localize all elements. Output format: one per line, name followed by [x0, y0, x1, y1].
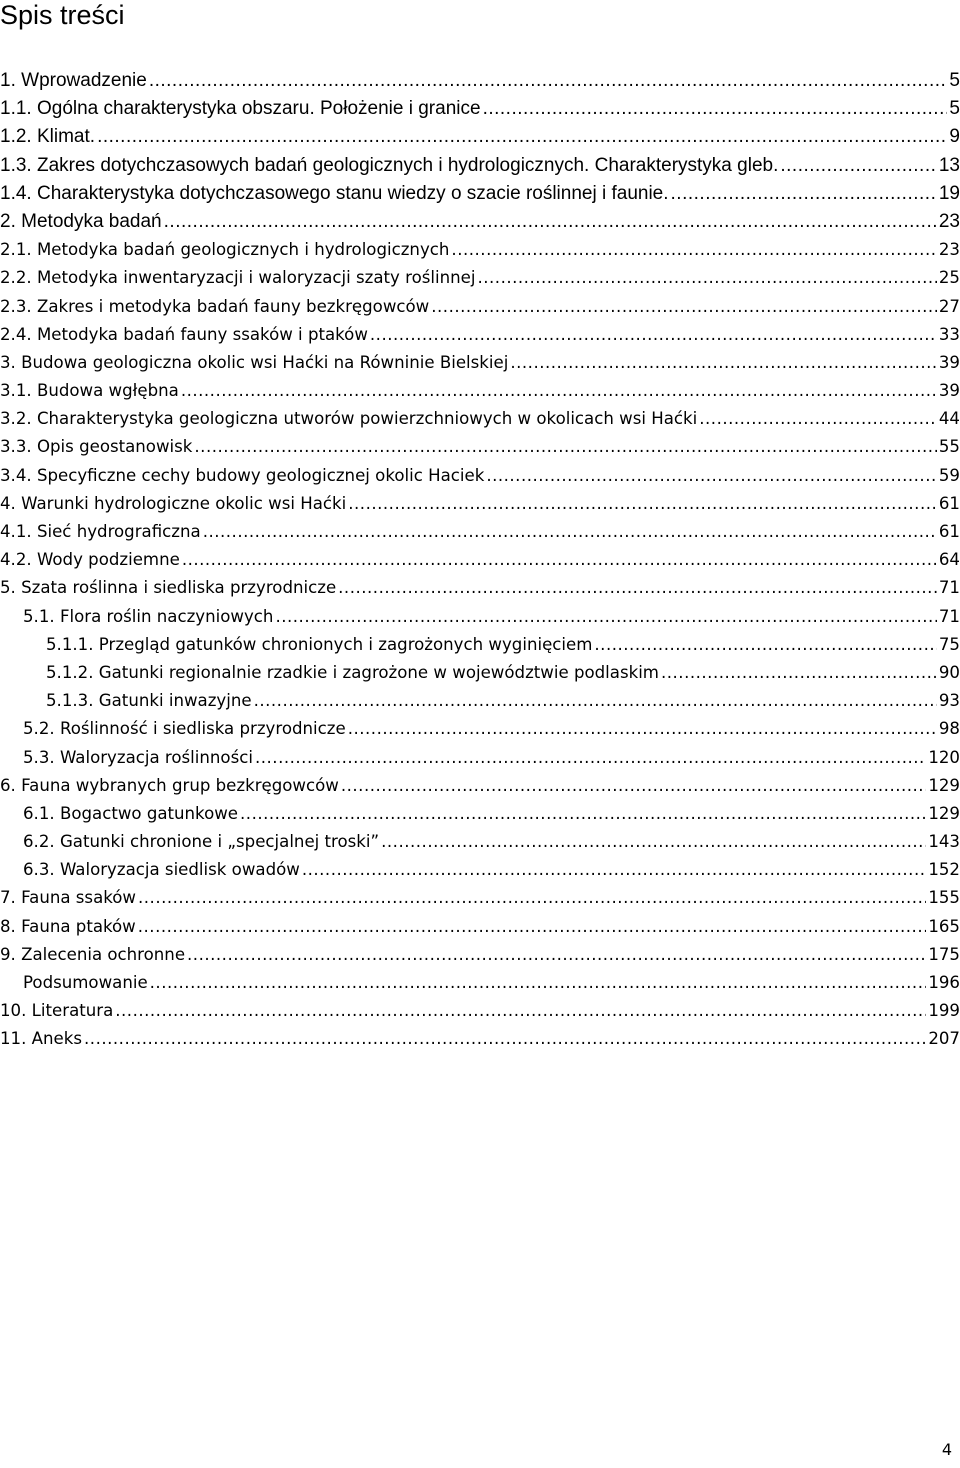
toc-entry-title: Ogólna charakterystyka obszaru. Położenie i granice [36, 98, 481, 120]
toc-entry[interactable] [0, 800, 960, 828]
toc-entry-number: 1.2. [0, 126, 32, 148]
toc-entry[interactable] [0, 884, 960, 912]
toc-entry-page: 129 [928, 775, 960, 795]
toc-entry[interactable] [0, 236, 960, 264]
toc-entry[interactable] [0, 264, 960, 292]
toc-entry-number: 9. [0, 944, 16, 964]
toc-entry[interactable] [0, 772, 960, 800]
toc-entry-number: 7. [0, 888, 16, 908]
toc-leader-dots [483, 95, 948, 123]
toc-leader-dots [181, 377, 937, 405]
toc-leader-dots [486, 462, 937, 490]
toc-leader-dots [431, 293, 937, 321]
toc-entry-title: Zakres i metodyka badań fauny bezkręgowców [36, 296, 430, 316]
toc-entry-number: 5.2. [23, 719, 55, 739]
toc-entry-page: 27 [938, 296, 960, 316]
toc-entry-number: 11. [0, 1029, 27, 1049]
toc-entry-page: 75 [938, 634, 960, 654]
toc-entry[interactable] [0, 969, 960, 997]
toc-entry-title: Gatunki chronione i „specjalnej troski” [59, 832, 380, 852]
toc-leader-dots [477, 264, 936, 292]
toc-entry-page: 71 [938, 606, 960, 626]
toc-entry-number: 4.2. [0, 550, 32, 570]
toc-entry-page: 5 [949, 70, 960, 91]
toc-entry-title: Gatunki inwazyjne [98, 691, 252, 711]
toc-entry[interactable] [0, 433, 960, 461]
toc-entry-number: 4.1. [0, 522, 32, 541]
toc-entry[interactable] [0, 208, 960, 236]
toc-leader-dots [348, 715, 937, 743]
toc-entry-number: 3. [0, 352, 16, 372]
toc-entry-page: 199 [928, 1001, 960, 1021]
toc-entry-page: 39 [938, 352, 960, 372]
toc-leader-dots [671, 180, 937, 208]
toc-leader-dots [203, 518, 937, 546]
toc-entry-title: Wody podziemne [36, 550, 180, 570]
toc-entry[interactable] [0, 744, 960, 772]
toc-entry-title: Bogactwo gatunkowe [59, 803, 239, 823]
toc-entry-number: 1.4. [0, 182, 32, 204]
toc-leader-dots [699, 405, 937, 433]
toc-entry-title: Metodyka badań [21, 210, 162, 232]
toc-entry-title: Fauna ssaków [21, 888, 136, 908]
toc-leader-dots [348, 490, 937, 518]
toc-entry-page: 13 [938, 154, 960, 176]
toc-entry-page: 90 [938, 662, 960, 682]
toc-entry-number: 5. [0, 578, 16, 598]
toc-entry-title: Fauna wybranych grup bezkręgowców [21, 775, 339, 795]
toc-entry-number: 6.2. [23, 832, 55, 852]
toc-entry-title: Wprowadzenie [21, 70, 147, 91]
toc-entry-number: 5.1. [23, 606, 55, 626]
toc-entry-page: 19 [938, 182, 960, 204]
toc-entry[interactable] [0, 603, 960, 631]
toc-entry-number: 3.1. [0, 381, 32, 401]
toc-entry-number: 8. [0, 916, 16, 936]
toc-leader-dots [381, 828, 926, 856]
toc-entry-number: 5.1.2. [46, 662, 94, 682]
toc-leader-dots [149, 67, 948, 95]
toc-entry-title: Specyficzne cechy budowy geologicznej okolic Haciek [36, 465, 485, 485]
toc-entry-page: 98 [938, 719, 960, 739]
toc-entry-title: Charakterystyka dotychczasowego stanu wiedzy o szacie roślinnej i faunie. [36, 182, 669, 204]
toc-entry[interactable] [0, 95, 960, 123]
toc-leader-dots [138, 884, 926, 912]
toc-leader-dots [338, 574, 937, 602]
toc-entry[interactable] [0, 67, 960, 95]
toc-entry-page: 5 [949, 98, 960, 120]
table-of-contents [0, 67, 960, 1054]
toc-entry-title: Waloryzacja roślinności [59, 747, 253, 767]
toc-entry[interactable] [0, 518, 960, 546]
toc-leader-dots [115, 997, 926, 1025]
toc-entry-page: 143 [928, 832, 960, 852]
toc-entry-number: 4. [0, 493, 16, 513]
toc-entry-title: Klimat. [36, 126, 96, 148]
toc-entry-page: 196 [928, 973, 960, 992]
toc-entry[interactable] [0, 997, 960, 1025]
toc-entry-page: 175 [928, 944, 960, 964]
toc-entry-title: Metodyka badań geologicznych i hydrologicznych [36, 240, 450, 260]
toc-leader-dots [510, 349, 937, 377]
toc-entry-page: 25 [938, 268, 960, 288]
toc-entry[interactable] [0, 941, 960, 969]
toc-entry-title: Waloryzacja siedlisk owadów [59, 860, 300, 880]
toc-leader-dots [255, 744, 926, 772]
toc-entry[interactable] [0, 180, 960, 208]
toc-entry[interactable] [0, 123, 960, 151]
toc-leader-dots [187, 941, 926, 969]
toc-leader-dots [341, 772, 926, 800]
toc-entry-page: 71 [938, 578, 960, 598]
toc-entry-page: 155 [928, 888, 960, 908]
toc-entry-title: Roślinność i siedliska przyrodnicze [59, 719, 346, 739]
toc-entry-page: 59 [938, 465, 960, 485]
toc-leader-dots [661, 659, 937, 687]
toc-entry-number: 5.1.3. [46, 691, 94, 711]
toc-entry[interactable] [0, 377, 960, 405]
toc-entry-number: 1.3. [0, 154, 32, 176]
toc-entry-page: 44 [938, 409, 960, 429]
toc-entry-title: Charakterystyka geologiczna utworów powierzchniowych w okolicach wsi Haćki [36, 409, 698, 429]
toc-entry-page: 61 [938, 493, 960, 513]
toc-leader-dots [594, 631, 936, 659]
toc-leader-dots [84, 1025, 926, 1053]
toc-entry-title: Zalecenia ochronne [21, 944, 186, 964]
toc-entry-number: 2.3. [0, 296, 32, 316]
toc-entry-number: 3.2. [0, 409, 32, 429]
toc-entry-number: 6.3. [23, 860, 55, 880]
toc-entry-title: Budowa geologiczna okolic wsi Haćki na Równinie Bielskiej [21, 352, 509, 372]
toc-entry[interactable] [0, 659, 960, 687]
toc-entry[interactable] [0, 152, 960, 180]
toc-entry-page: 61 [938, 522, 960, 541]
toc-entry-title: Sieć hydrograficzna [36, 522, 201, 541]
toc-entry-number: 1. [0, 70, 16, 91]
toc-leader-dots [240, 800, 926, 828]
toc-entry-title: Metodyka inwentaryzacji i waloryzacji szaty roślinnej [36, 268, 476, 288]
toc-leader-dots [194, 433, 936, 461]
toc-entry-title: Literatura [31, 1001, 114, 1021]
toc-leader-dots [254, 687, 937, 715]
toc-entry-page: 165 [928, 916, 960, 936]
toc-entry-number: 6.1. [23, 803, 55, 823]
toc-entry-number: 1.1. [0, 98, 32, 120]
toc-entry[interactable] [0, 490, 960, 518]
toc-entry-number: 5.3. [23, 747, 55, 767]
toc-entry-page: 9 [949, 126, 960, 148]
toc-entry-title: Przegląd gatunków chronionych i zagrożonych wyginięciem [98, 634, 593, 654]
toc-entry-number: 3.3. [0, 437, 32, 457]
toc-leader-dots [97, 123, 947, 151]
toc-entry[interactable] [0, 462, 960, 490]
toc-entry-number: 6. [0, 775, 16, 795]
toc-leader-dots [182, 546, 937, 574]
toc-entry-number: 5.1.1. [46, 634, 94, 654]
toc-entry-title: Szata roślinna i siedliska przyrodnicze [21, 578, 337, 598]
toc-entry-page: 129 [928, 803, 960, 823]
toc-entry-number: 2.1. [0, 240, 32, 260]
toc-leader-dots [302, 856, 926, 884]
toc-leader-dots [780, 152, 937, 180]
toc-entry-title: Budowa wgłębna [36, 381, 179, 401]
toc-entry-number: 2.4. [0, 324, 32, 344]
toc-entry-title: Flora roślin naczyniowych [59, 606, 274, 626]
toc-entry-page: 64 [938, 550, 960, 570]
toc-leader-dots [451, 236, 936, 264]
toc-entry[interactable] [0, 913, 960, 941]
toc-entry[interactable] [0, 1025, 960, 1053]
toc-entry-page: 39 [938, 381, 960, 401]
toc-entry[interactable] [0, 546, 960, 574]
toc-entry-number: 2. [0, 210, 16, 232]
toc-entry-title: Gatunki regionalnie rzadkie i zagrożone w województwie podlaskim [98, 662, 659, 682]
toc-entry-number: 3.4. [0, 465, 32, 485]
toc-entry-number: 10. [0, 1001, 27, 1021]
toc-entry-title: Metodyka badań fauny ssaków i ptaków [36, 324, 368, 344]
toc-entry[interactable] [0, 715, 960, 743]
toc-leader-dots [150, 969, 927, 997]
toc-leader-dots [370, 321, 937, 349]
toc-entry-title: Fauna ptaków [21, 916, 136, 936]
toc-entry-page: 23 [938, 210, 960, 232]
toc-entry-title: Aneks [31, 1029, 83, 1049]
toc-leader-dots [164, 208, 937, 236]
toc-entry-page: 120 [928, 747, 960, 767]
toc-entry[interactable] [0, 405, 960, 433]
toc-entry[interactable] [0, 828, 960, 856]
toc-entry[interactable] [0, 293, 960, 321]
toc-entry-title: Podsumowanie [23, 973, 148, 992]
toc-entry-page: 23 [938, 240, 960, 260]
toc-entry[interactable] [0, 321, 960, 349]
toc-entry-number: 2.2. [0, 268, 32, 288]
toc-entry[interactable] [0, 631, 960, 659]
toc-entry-title: Warunki hydrologiczne okolic wsi Haćki [21, 493, 347, 513]
toc-entry-page: 55 [938, 437, 960, 457]
toc-entry-page: 33 [938, 324, 960, 344]
toc-entry-page: 207 [928, 1029, 960, 1049]
toc-entry[interactable] [0, 349, 960, 377]
page-title: Spis treści [0, 0, 125, 30]
toc-entry[interactable] [0, 574, 960, 602]
page-number: 4 [941, 1440, 952, 1459]
toc-leader-dots [275, 603, 936, 631]
toc-entry[interactable] [0, 687, 960, 715]
toc-entry[interactable] [0, 856, 960, 884]
toc-entry-page: 152 [928, 860, 960, 880]
toc-entry-page: 93 [938, 691, 960, 711]
toc-entry-title: Zakres dotychczasowych badań geologicznych i hydrologicznych. Charakterystyka gleb. [36, 154, 779, 176]
toc-entry-title: Opis geostanowisk [36, 437, 193, 457]
toc-leader-dots [138, 913, 927, 941]
